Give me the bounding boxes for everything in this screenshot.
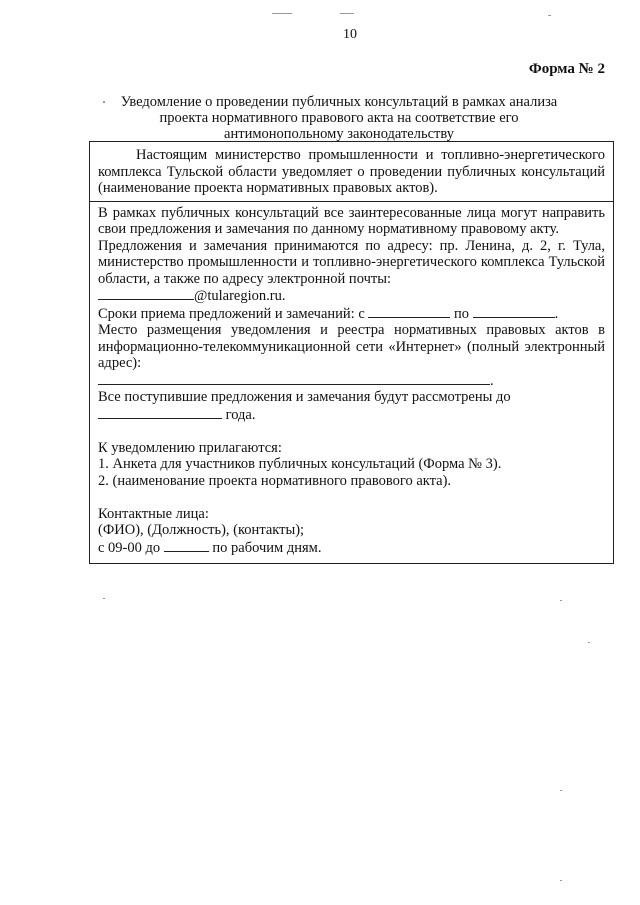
scan-speck bbox=[340, 13, 354, 14]
form-label: Форма № 2 bbox=[528, 61, 605, 77]
paragraph-email bbox=[98, 287, 605, 305]
scan-speck bbox=[103, 101, 105, 103]
title-line-3: антимонопольному законодательству bbox=[224, 126, 454, 142]
contacts-heading: Контактные лица: bbox=[98, 505, 209, 522]
review-year-label: года. bbox=[225, 406, 256, 423]
paragraph-review: Все поступившие предложения и замечания будут рассмотрены до bbox=[98, 389, 511, 405]
title-line-1: Уведомление о проведении публичных консультаций в рамках анализа bbox=[120, 94, 558, 110]
url-blank bbox=[98, 372, 490, 385]
paragraph-consultation: В рамках публичных консультаций все заинтересованные лица могут направить свои предложения и замечания по данному нормативному правовому акту. bbox=[98, 204, 605, 237]
attachment-item-2: 2. (наименование проекта нормативного правового акта). bbox=[98, 472, 452, 489]
hours-label: с 09-00 до bbox=[98, 539, 161, 556]
url-end: . bbox=[490, 372, 494, 389]
scan-speck bbox=[560, 880, 562, 881]
attachment-item-1: 1. Анкета для участников публичных консультаций (Форма № 3). bbox=[98, 456, 502, 472]
document-title bbox=[100, 94, 578, 142]
paragraph-url-line bbox=[98, 372, 605, 390]
notice-frame bbox=[89, 141, 614, 564]
spacer bbox=[98, 489, 605, 506]
spacer bbox=[98, 423, 605, 440]
intro-text: Настоящим министерство промышленности и топливно-энергетического комплекса Тульской области уведомляет о проведении публичных консультаций (наименование проекта нормативных правовых актов). bbox=[98, 147, 605, 196]
paragraph-location: Место размещения уведомления и реестра нормативных правовых актов в информационно-телекоммуникационной сети «Интернет» (полный электронный адрес): bbox=[98, 322, 605, 371]
date-to-blank bbox=[473, 305, 555, 318]
notice-section-details bbox=[90, 202, 613, 564]
working-hours bbox=[98, 539, 605, 557]
scan-speck bbox=[560, 600, 562, 601]
page-number: 10 bbox=[343, 27, 357, 42]
scan-speck bbox=[588, 642, 590, 643]
deadlines-to-label: по bbox=[454, 305, 470, 322]
hours-blank bbox=[164, 539, 209, 552]
review-date-blank bbox=[98, 406, 222, 419]
attachments-heading: К уведомлению прилагаются: bbox=[98, 439, 282, 456]
email-domain: @tularegion.ru. bbox=[194, 288, 286, 304]
deadlines-label: Сроки приема предложений и замечаний: с bbox=[98, 305, 365, 322]
contacts-line: (ФИО), (Должность), (контакты); bbox=[98, 522, 305, 538]
paragraph-deadlines bbox=[98, 305, 605, 323]
scan-speck bbox=[548, 15, 551, 16]
title-line-2: проекта нормативного правового акта на соответствие его bbox=[159, 110, 519, 126]
paragraph-review-date bbox=[98, 406, 605, 424]
scan-speck bbox=[272, 13, 292, 14]
scan-speck bbox=[103, 598, 105, 599]
scan-speck bbox=[560, 790, 562, 791]
deadlines-end: . bbox=[554, 305, 559, 322]
notice-section-intro bbox=[90, 142, 613, 202]
hours-end-label: по рабочим дням. bbox=[212, 539, 322, 556]
date-from-blank bbox=[368, 305, 450, 318]
paragraph-address: Предложения и замечания принимаются по адресу: пр. Ленина, д. 2, г. Тула, министерство промышленности и топливно-энергетического комплекса Тульской области, а также по адресу электронной почты: bbox=[98, 237, 605, 287]
email-blank bbox=[98, 287, 194, 300]
